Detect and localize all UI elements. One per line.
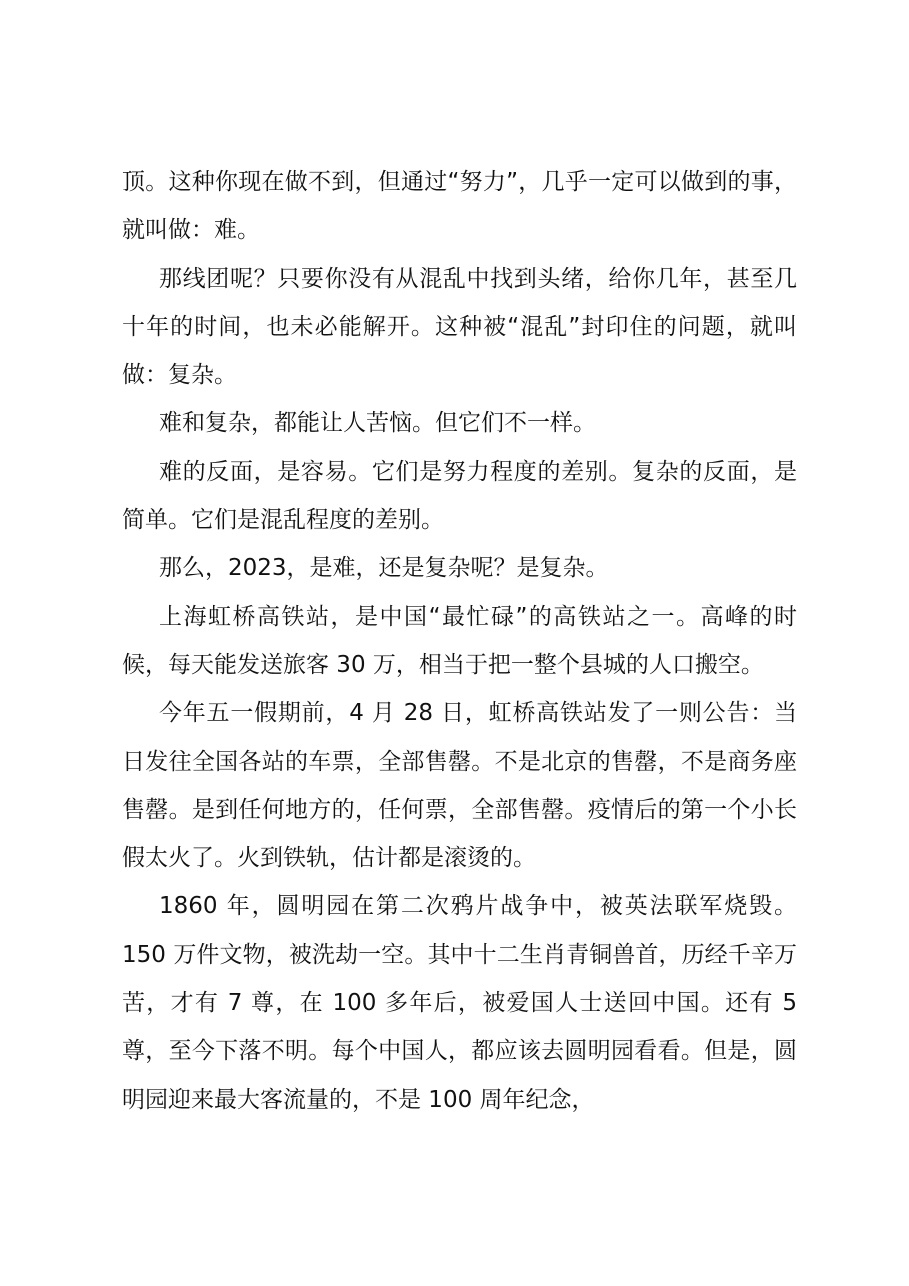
- paragraph-3: 难和复杂，都能让人苦恼。但它们不一样。: [159, 410, 596, 437]
- paragraph-5: 那么，2023，是难，还是复杂呢？是复杂。: [159, 555, 609, 582]
- paragraph-6: 上海虹桥高铁站，是中国“最忙碌”的高铁站之一。高峰的时候，每天能发送旅客 30 万，相当于把一整个县城的人口搬空。: [122, 603, 797, 678]
- paragraph-2: 那线团呢？只要你没有从混乱中找到头绪，给你几年，甚至几十年的时间，也未必能解开。这种被“混乱”封印住的问题，就叫做：复杂。: [122, 265, 797, 389]
- body-text: [122, 158, 797, 1124]
- paragraph-8: 1860 年，圆明园在第二次鸦片战争中，被英法联军烧毁。150 万件文物，被洗劫一空。其中十二生肖青铜兽首，历经千辛万苦，才有 7 尊，在 100 多年后，被爱国人士送回中国。还有 5 尊，至今下落不明。每个中国人，都应该去圆明园看看。但是，圆明园迎来最大客流量的，不是 100 周年纪念，: [122, 893, 797, 1113]
- paragraph-7: 今年五一假期前，4 月 28 日，虹桥高铁站发了一则公告：当日发往全国各站的车票，全部售罄。不是北京的售罄，不是商务座售罄。是到任何地方的，任何票，全部售罄。疫情后的第一个小长假太火了。火到铁轨，估计都是滚烫的。: [122, 700, 797, 872]
- paragraph-4: 难的反面，是容易。它们是努力程度的差别。复杂的反面，是简单。它们是混乱程度的差别。: [122, 458, 797, 534]
- paragraph-1: 顶。这种你现在做不到，但通过“努力”，几乎一定可以做到的事，就叫做：难。: [122, 169, 797, 244]
